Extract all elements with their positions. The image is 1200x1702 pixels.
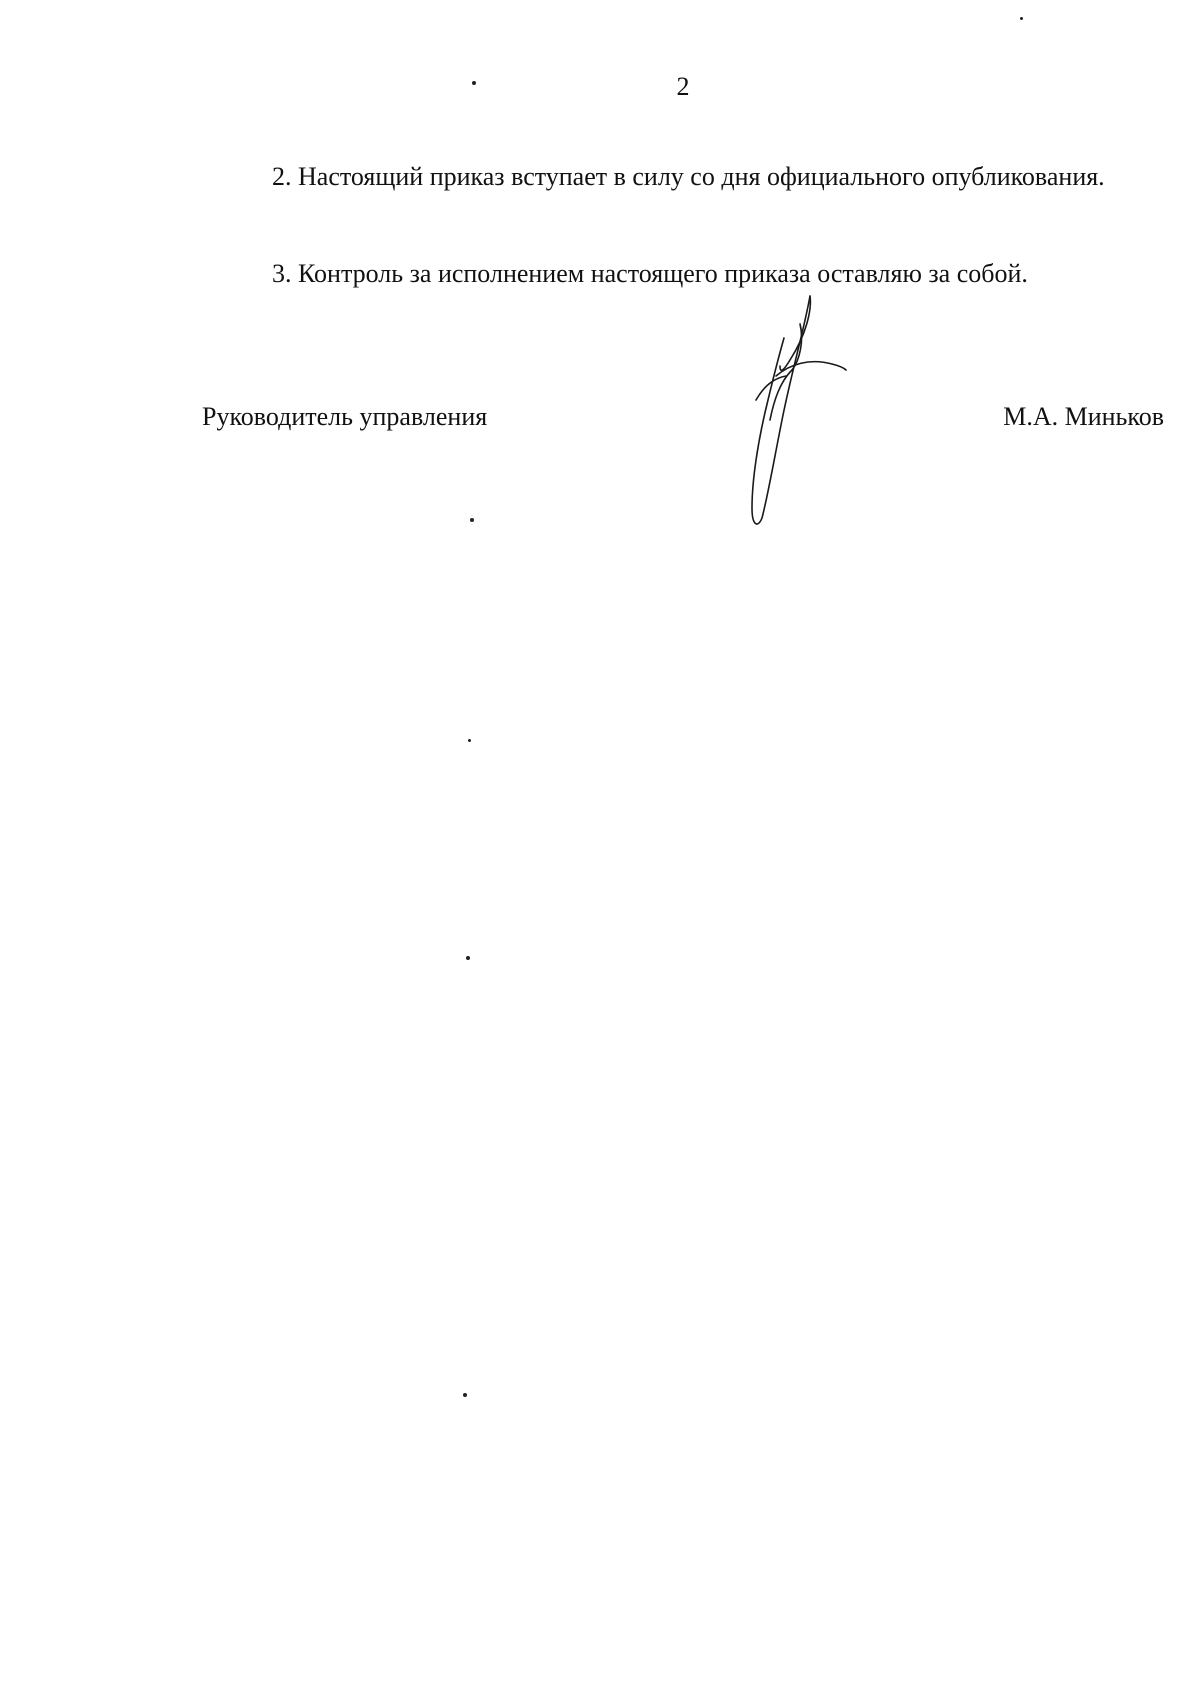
scan-speck (463, 1393, 467, 1397)
handwritten-signature (740, 290, 850, 530)
paragraph-item-2: 2. Настоящий приказ вступает в силу со дня официального опубликования. (272, 162, 1105, 191)
paragraph-item-3: 3. Контроль за исполнением настоящего приказа оставляю за собой. (272, 259, 1028, 288)
scan-speck (466, 956, 470, 960)
signature-block (202, 397, 1164, 437)
signatory-name: М.А. Миньков (1003, 402, 1164, 431)
scan-speck (470, 518, 474, 522)
scan-speck (468, 739, 471, 742)
signatory-title: Руководитель управления (202, 402, 488, 431)
scan-speck (472, 81, 476, 85)
page-number: 2 (676, 72, 690, 101)
scan-speck (1020, 17, 1023, 20)
